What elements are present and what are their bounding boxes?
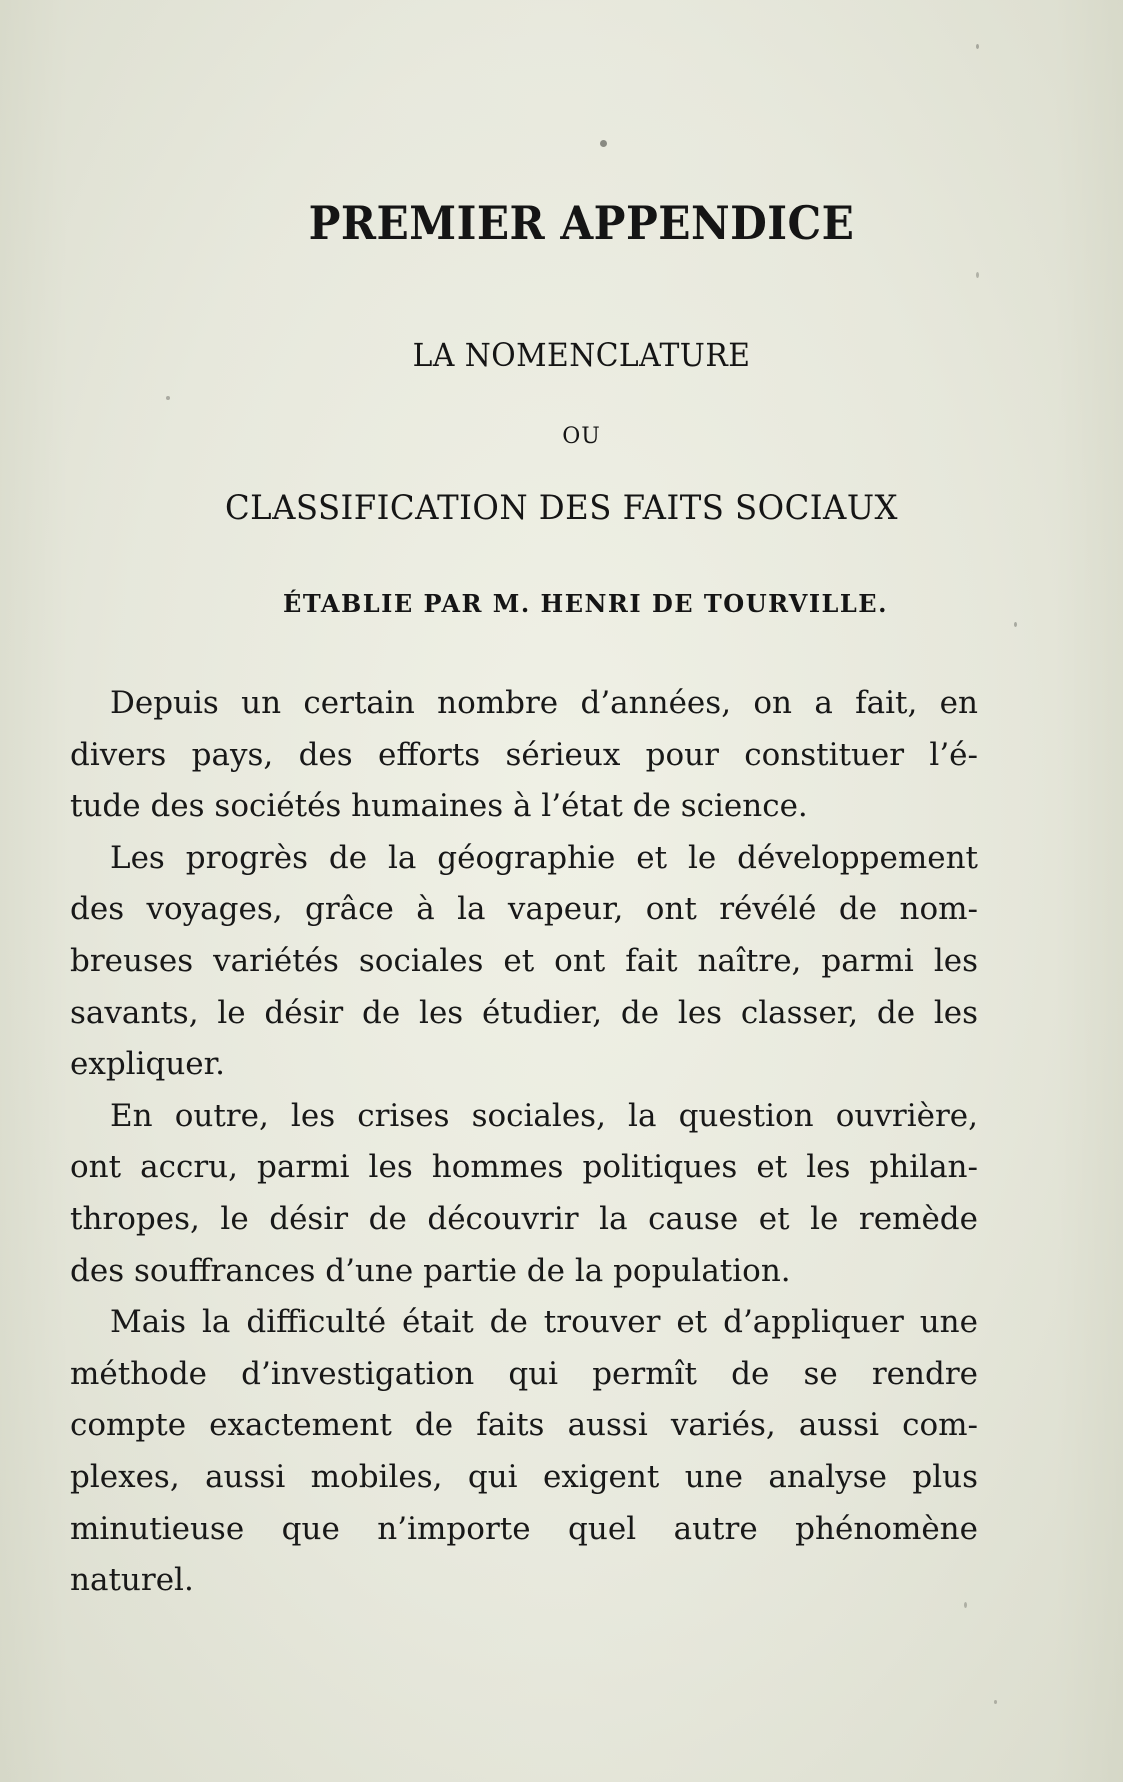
section-alt-title: CLASSIFICATION DES FAITS SOCIAUX bbox=[224, 488, 899, 528]
paragraph bbox=[70, 833, 978, 1091]
paragraph bbox=[70, 1091, 978, 1297]
ink-speck bbox=[600, 140, 607, 147]
text-line: méthode d’investigation qui permît de se rendre bbox=[70, 1355, 978, 1392]
text-line: naturel. bbox=[70, 1562, 194, 1599]
ink-speck bbox=[976, 44, 979, 49]
text-line: compte exactement de faits aussi variés, aussi com- bbox=[70, 1407, 978, 1444]
ink-speck bbox=[994, 1700, 997, 1704]
section-title: LA NOMENCLATURE bbox=[412, 336, 751, 374]
text-line: breuses variétés sociales et ont fait naître, parmi les bbox=[70, 942, 978, 979]
text-line: plexes, aussi mobiles, qui exigent une analyse plus bbox=[70, 1458, 978, 1495]
text-line: expliquer. bbox=[70, 1046, 225, 1083]
paragraph bbox=[70, 1297, 978, 1607]
ink-speck bbox=[1014, 622, 1017, 627]
title-conjunction: OU bbox=[562, 424, 601, 449]
text-line: Mais la difficulté était de trouver et d’appliquer une bbox=[110, 1304, 978, 1341]
text-line: minutieuse que n’importe quel autre phénomène bbox=[70, 1510, 978, 1547]
ink-speck bbox=[976, 272, 979, 278]
body-text bbox=[70, 678, 978, 1607]
text-line: Les progrès de la géographie et le développement bbox=[110, 839, 978, 876]
text-line: En outre, les crises sociales, la question ouvrière, bbox=[110, 1097, 978, 1134]
text-line: tude des sociétés humaines à l’état de science. bbox=[70, 788, 808, 825]
paragraph bbox=[70, 678, 978, 833]
text-line: savants, le désir de les étudier, de les classer, de les bbox=[70, 994, 978, 1031]
text-line: divers pays, des efforts sérieux pour constituer l’é- bbox=[70, 736, 978, 773]
appendix-title: PREMIER APPENDICE bbox=[308, 196, 855, 250]
text-line: Depuis un certain nombre d’années, on a fait, en bbox=[110, 685, 978, 721]
text-line: des souffrances d’une partie de la population. bbox=[70, 1252, 791, 1289]
ink-speck bbox=[166, 396, 170, 400]
author-byline: ÉTABLIE PAR M. HENRI DE TOURVILLE. bbox=[283, 589, 888, 618]
text-line: ont accru, parmi les hommes politiques et les philan- bbox=[70, 1149, 978, 1186]
text-line: thropes, le désir de découvrir la cause et le remède bbox=[70, 1200, 978, 1237]
text-line: des voyages, grâce à la vapeur, ont révélé de nom- bbox=[70, 891, 978, 928]
